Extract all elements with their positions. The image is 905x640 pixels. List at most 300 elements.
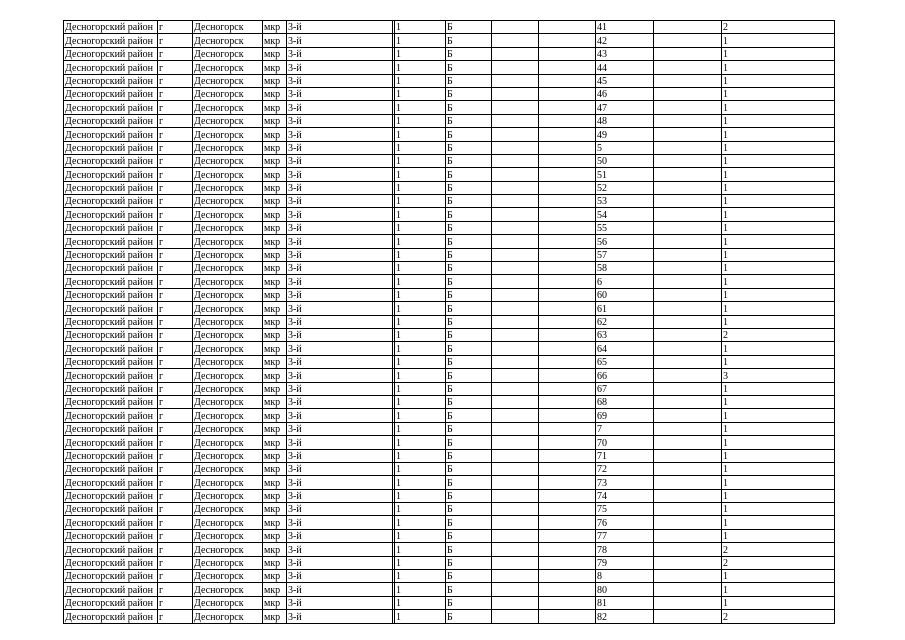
cell-city-type: г <box>158 543 193 556</box>
cell-district: Десногорский район <box>64 610 158 623</box>
cell-letter: Б <box>446 449 492 462</box>
cell-district: Десногорский район <box>64 168 158 181</box>
cell-house-group: 1 <box>395 235 446 248</box>
cell-district-type: мкр <box>263 181 287 194</box>
table-row <box>64 141 835 154</box>
cell-empty-a <box>492 128 539 141</box>
cell-microdistrict: 3-й <box>287 221 393 234</box>
cell-empty-b <box>539 583 596 596</box>
cell-empty-c <box>654 503 722 516</box>
cell-city: Десногорск <box>193 262 263 275</box>
table-row <box>64 101 835 114</box>
cell-city-type: г <box>158 570 193 583</box>
cell-microdistrict: 3-й <box>287 21 393 34</box>
cell-city-type: г <box>158 114 193 127</box>
cell-district: Десногорский район <box>64 570 158 583</box>
cell-microdistrict: 3-й <box>287 302 393 315</box>
table-row <box>64 114 835 127</box>
cell-district: Десногорский район <box>64 114 158 127</box>
cell-district-type: мкр <box>263 302 287 315</box>
cell-house-group: 1 <box>395 87 446 100</box>
table-row <box>64 181 835 194</box>
cell-district-type: мкр <box>263 275 287 288</box>
cell-district: Десногорский район <box>64 141 158 154</box>
table-row <box>64 168 835 181</box>
cell-empty-b <box>539 101 596 114</box>
cell-city: Десногорск <box>193 302 263 315</box>
table-row <box>64 476 835 489</box>
cell-city: Десногорск <box>193 355 263 368</box>
cell-letter: Б <box>446 74 492 87</box>
cell-empty-c <box>654 570 722 583</box>
cell-empty-b <box>539 409 596 422</box>
cell-empty-b <box>539 288 596 301</box>
cell-letter: Б <box>446 114 492 127</box>
cell-microdistrict: 3-й <box>287 275 393 288</box>
cell-district: Десногорский район <box>64 462 158 475</box>
cell-house-group: 1 <box>395 262 446 275</box>
cell-empty-a <box>492 516 539 529</box>
cell-empty-b <box>539 476 596 489</box>
cell-district: Десногорский район <box>64 195 158 208</box>
cell-house-number: 48 <box>596 114 654 127</box>
cell-microdistrict: 3-й <box>287 47 393 60</box>
cell-empty-b <box>539 275 596 288</box>
cell-count: 2 <box>722 610 835 623</box>
cell-district-type: мкр <box>263 395 287 408</box>
cell-empty-c <box>654 275 722 288</box>
cell-city-type: г <box>158 529 193 542</box>
cell-empty-a <box>492 583 539 596</box>
cell-house-number: 65 <box>596 355 654 368</box>
cell-count: 1 <box>722 248 835 261</box>
cell-empty-b <box>539 596 596 609</box>
cell-house-number: 81 <box>596 596 654 609</box>
cell-house-number: 66 <box>596 369 654 382</box>
cell-empty-a <box>492 248 539 261</box>
cell-district: Десногорский район <box>64 516 158 529</box>
table-row <box>64 596 835 609</box>
cell-empty-c <box>654 114 722 127</box>
cell-house-group: 1 <box>395 181 446 194</box>
cell-house-group: 1 <box>395 583 446 596</box>
cell-empty-c <box>654 74 722 87</box>
cell-letter: Б <box>446 570 492 583</box>
cell-letter: Б <box>446 221 492 234</box>
cell-count: 1 <box>722 114 835 127</box>
cell-count: 1 <box>722 154 835 167</box>
cell-house-number: 52 <box>596 181 654 194</box>
cell-district-type: мкр <box>263 422 287 435</box>
cell-empty-c <box>654 516 722 529</box>
cell-count: 1 <box>722 208 835 221</box>
cell-city-type: г <box>158 476 193 489</box>
cell-district-type: мкр <box>263 21 287 34</box>
cell-empty-c <box>654 208 722 221</box>
cell-microdistrict: 3-й <box>287 288 393 301</box>
cell-empty-c <box>654 583 722 596</box>
cell-microdistrict: 3-й <box>287 315 393 328</box>
cell-microdistrict: 3-й <box>287 436 393 449</box>
cell-empty-b <box>539 61 596 74</box>
cell-district: Десногорский район <box>64 556 158 569</box>
cell-empty-c <box>654 395 722 408</box>
cell-house-number: 73 <box>596 476 654 489</box>
cell-district-type: мкр <box>263 610 287 623</box>
cell-house-group: 1 <box>395 302 446 315</box>
cell-city-type: г <box>158 422 193 435</box>
cell-letter: Б <box>446 235 492 248</box>
cell-city-type: г <box>158 462 193 475</box>
cell-district: Десногорский район <box>64 154 158 167</box>
cell-empty-a <box>492 449 539 462</box>
cell-city-type: г <box>158 302 193 315</box>
cell-city: Десногорск <box>193 516 263 529</box>
cell-city: Десногорск <box>193 154 263 167</box>
cell-district: Десногорский район <box>64 382 158 395</box>
cell-microdistrict: 3-й <box>287 195 393 208</box>
table-row <box>64 583 835 596</box>
cell-house-number: 42 <box>596 34 654 47</box>
cell-city: Десногорск <box>193 114 263 127</box>
cell-count: 2 <box>722 21 835 34</box>
cell-district: Десногорский район <box>64 47 158 60</box>
cell-house-number: 80 <box>596 583 654 596</box>
cell-count: 1 <box>722 315 835 328</box>
table-row <box>64 34 835 47</box>
cell-house-number: 45 <box>596 74 654 87</box>
table-row <box>64 208 835 221</box>
cell-district: Десногорский район <box>64 449 158 462</box>
cell-city: Десногорск <box>193 436 263 449</box>
cell-city: Десногорск <box>193 21 263 34</box>
cell-empty-c <box>654 328 722 341</box>
cell-house-number: 56 <box>596 235 654 248</box>
cell-house-group: 1 <box>395 436 446 449</box>
cell-house-group: 1 <box>395 248 446 261</box>
cell-city-type: г <box>158 101 193 114</box>
cell-empty-a <box>492 395 539 408</box>
cell-house-number: 63 <box>596 328 654 341</box>
cell-city-type: г <box>158 128 193 141</box>
cell-letter: Б <box>446 516 492 529</box>
cell-house-group: 1 <box>395 422 446 435</box>
table-row <box>64 369 835 382</box>
address-table <box>63 20 835 624</box>
cell-city-type: г <box>158 221 193 234</box>
cell-empty-b <box>539 369 596 382</box>
cell-city-type: г <box>158 610 193 623</box>
cell-city: Десногорск <box>193 248 263 261</box>
cell-city: Десногорск <box>193 610 263 623</box>
cell-house-group: 1 <box>395 516 446 529</box>
cell-empty-c <box>654 101 722 114</box>
cell-empty-a <box>492 288 539 301</box>
cell-city: Десногорск <box>193 34 263 47</box>
cell-district: Десногорский район <box>64 275 158 288</box>
cell-letter: Б <box>446 436 492 449</box>
cell-house-group: 1 <box>395 462 446 475</box>
cell-empty-b <box>539 128 596 141</box>
table-row <box>64 610 835 623</box>
cell-empty-a <box>492 556 539 569</box>
cell-city-type: г <box>158 315 193 328</box>
table-row <box>64 74 835 87</box>
cell-letter: Б <box>446 610 492 623</box>
cell-microdistrict: 3-й <box>287 74 393 87</box>
cell-district-type: мкр <box>263 355 287 368</box>
cell-letter: Б <box>446 489 492 502</box>
cell-empty-a <box>492 409 539 422</box>
cell-count: 3 <box>722 369 835 382</box>
cell-letter: Б <box>446 583 492 596</box>
cell-house-group: 1 <box>395 128 446 141</box>
cell-house-number: 74 <box>596 489 654 502</box>
cell-empty-c <box>654 21 722 34</box>
cell-empty-a <box>492 503 539 516</box>
cell-city-type: г <box>158 275 193 288</box>
table-row <box>64 21 835 34</box>
cell-city-type: г <box>158 61 193 74</box>
cell-empty-c <box>654 369 722 382</box>
cell-empty-a <box>492 74 539 87</box>
cell-letter: Б <box>446 154 492 167</box>
cell-house-number: 62 <box>596 315 654 328</box>
cell-city-type: г <box>158 342 193 355</box>
cell-letter: Б <box>446 248 492 261</box>
cell-district: Десногорский район <box>64 436 158 449</box>
table-row <box>64 262 835 275</box>
cell-district-type: мкр <box>263 543 287 556</box>
cell-empty-b <box>539 556 596 569</box>
cell-district-type: мкр <box>263 476 287 489</box>
cell-city: Десногорск <box>193 382 263 395</box>
cell-house-number: 43 <box>596 47 654 60</box>
cell-house-number: 44 <box>596 61 654 74</box>
cell-district-type: мкр <box>263 570 287 583</box>
cell-letter: Б <box>446 208 492 221</box>
cell-house-number: 55 <box>596 221 654 234</box>
cell-count: 1 <box>722 288 835 301</box>
cell-city: Десногорск <box>193 221 263 234</box>
cell-count: 1 <box>722 34 835 47</box>
cell-letter: Б <box>446 87 492 100</box>
cell-city-type: г <box>158 288 193 301</box>
cell-house-number: 77 <box>596 529 654 542</box>
cell-empty-b <box>539 141 596 154</box>
cell-house-number: 78 <box>596 543 654 556</box>
cell-house-number: 51 <box>596 168 654 181</box>
table-row <box>64 87 835 100</box>
cell-city: Десногорск <box>193 449 263 462</box>
cell-letter: Б <box>446 262 492 275</box>
cell-city: Десногорск <box>193 503 263 516</box>
table-row <box>64 516 835 529</box>
cell-empty-a <box>492 489 539 502</box>
cell-empty-a <box>492 436 539 449</box>
cell-house-group: 1 <box>395 74 446 87</box>
cell-microdistrict: 3-й <box>287 369 393 382</box>
cell-count: 1 <box>722 449 835 462</box>
table-row <box>64 409 835 422</box>
cell-empty-a <box>492 21 539 34</box>
cell-empty-a <box>492 141 539 154</box>
cell-count: 1 <box>722 221 835 234</box>
cell-empty-a <box>492 596 539 609</box>
cell-district-type: мкр <box>263 141 287 154</box>
cell-empty-b <box>539 87 596 100</box>
cell-city: Десногорск <box>193 168 263 181</box>
cell-city: Десногорск <box>193 583 263 596</box>
table-row <box>64 248 835 261</box>
cell-letter: Б <box>446 34 492 47</box>
cell-count: 1 <box>722 382 835 395</box>
cell-district: Десногорский район <box>64 208 158 221</box>
cell-city-type: г <box>158 87 193 100</box>
cell-microdistrict: 3-й <box>287 34 393 47</box>
table-row <box>64 529 835 542</box>
cell-city: Десногорск <box>193 195 263 208</box>
cell-microdistrict: 3-й <box>287 141 393 154</box>
cell-house-number: 68 <box>596 395 654 408</box>
cell-city: Десногорск <box>193 315 263 328</box>
cell-city: Десногорск <box>193 596 263 609</box>
cell-empty-b <box>539 181 596 194</box>
cell-microdistrict: 3-й <box>287 529 393 542</box>
cell-empty-b <box>539 382 596 395</box>
cell-letter: Б <box>446 382 492 395</box>
cell-letter: Б <box>446 21 492 34</box>
cell-count: 1 <box>722 476 835 489</box>
table-row <box>64 128 835 141</box>
table-row <box>64 195 835 208</box>
cell-microdistrict: 3-й <box>287 409 393 422</box>
cell-city-type: г <box>158 382 193 395</box>
cell-empty-c <box>654 235 722 248</box>
cell-count: 1 <box>722 262 835 275</box>
cell-count: 1 <box>722 141 835 154</box>
cell-empty-b <box>539 355 596 368</box>
cell-count: 1 <box>722 583 835 596</box>
cell-letter: Б <box>446 342 492 355</box>
cell-letter: Б <box>446 195 492 208</box>
cell-district-type: мкр <box>263 208 287 221</box>
cell-district: Десногорский район <box>64 221 158 234</box>
cell-letter: Б <box>446 543 492 556</box>
cell-house-number: 67 <box>596 382 654 395</box>
cell-count: 1 <box>722 596 835 609</box>
cell-empty-c <box>654 168 722 181</box>
cell-empty-b <box>539 436 596 449</box>
cell-city: Десногорск <box>193 61 263 74</box>
cell-empty-c <box>654 141 722 154</box>
cell-city-type: г <box>158 168 193 181</box>
cell-empty-a <box>492 315 539 328</box>
cell-house-group: 1 <box>395 208 446 221</box>
cell-microdistrict: 3-й <box>287 503 393 516</box>
cell-house-group: 1 <box>395 47 446 60</box>
cell-microdistrict: 3-й <box>287 235 393 248</box>
cell-district-type: мкр <box>263 342 287 355</box>
table-row <box>64 47 835 60</box>
cell-house-group: 1 <box>395 21 446 34</box>
cell-city-type: г <box>158 409 193 422</box>
cell-district-type: мкр <box>263 436 287 449</box>
cell-microdistrict: 3-й <box>287 114 393 127</box>
cell-district-type: мкр <box>263 556 287 569</box>
cell-count: 1 <box>722 436 835 449</box>
cell-district: Десногорский район <box>64 543 158 556</box>
cell-house-group: 1 <box>395 476 446 489</box>
cell-house-group: 1 <box>395 395 446 408</box>
cell-empty-a <box>492 47 539 60</box>
cell-city: Десногорск <box>193 369 263 382</box>
cell-house-group: 1 <box>395 596 446 609</box>
cell-letter: Б <box>446 355 492 368</box>
cell-city-type: г <box>158 489 193 502</box>
cell-microdistrict: 3-й <box>287 422 393 435</box>
cell-city-type: г <box>158 262 193 275</box>
cell-letter: Б <box>446 275 492 288</box>
cell-empty-b <box>539 21 596 34</box>
cell-city-type: г <box>158 503 193 516</box>
cell-empty-c <box>654 87 722 100</box>
cell-empty-a <box>492 355 539 368</box>
cell-city: Десногорск <box>193 288 263 301</box>
cell-district: Десногорский район <box>64 529 158 542</box>
cell-house-group: 1 <box>395 61 446 74</box>
cell-count: 1 <box>722 168 835 181</box>
cell-empty-b <box>539 221 596 234</box>
cell-empty-c <box>654 248 722 261</box>
cell-city: Десногорск <box>193 462 263 475</box>
cell-microdistrict: 3-й <box>287 168 393 181</box>
cell-empty-a <box>492 61 539 74</box>
table-row <box>64 275 835 288</box>
cell-city-type: г <box>158 181 193 194</box>
cell-house-number: 5 <box>596 141 654 154</box>
cell-letter: Б <box>446 395 492 408</box>
cell-district-type: мкр <box>263 583 287 596</box>
cell-district-type: мкр <box>263 195 287 208</box>
cell-house-group: 1 <box>395 328 446 341</box>
cell-district: Десногорский район <box>64 355 158 368</box>
cell-house-group: 1 <box>395 449 446 462</box>
cell-district: Десногорский район <box>64 101 158 114</box>
cell-microdistrict: 3-й <box>287 543 393 556</box>
cell-count: 2 <box>722 556 835 569</box>
cell-district-type: мкр <box>263 74 287 87</box>
cell-district-type: мкр <box>263 87 287 100</box>
cell-house-number: 64 <box>596 342 654 355</box>
table-row <box>64 328 835 341</box>
cell-district: Десногорский район <box>64 288 158 301</box>
cell-district-type: мкр <box>263 449 287 462</box>
cell-empty-a <box>492 476 539 489</box>
cell-empty-b <box>539 47 596 60</box>
table-body <box>64 21 835 624</box>
cell-count: 1 <box>722 409 835 422</box>
cell-microdistrict: 3-й <box>287 181 393 194</box>
cell-district-type: мкр <box>263 596 287 609</box>
cell-count: 1 <box>722 61 835 74</box>
cell-city: Десногорск <box>193 141 263 154</box>
cell-empty-b <box>539 449 596 462</box>
cell-city: Десногорск <box>193 476 263 489</box>
cell-empty-a <box>492 114 539 127</box>
cell-district: Десногорский район <box>64 235 158 248</box>
cell-microdistrict: 3-й <box>287 154 393 167</box>
